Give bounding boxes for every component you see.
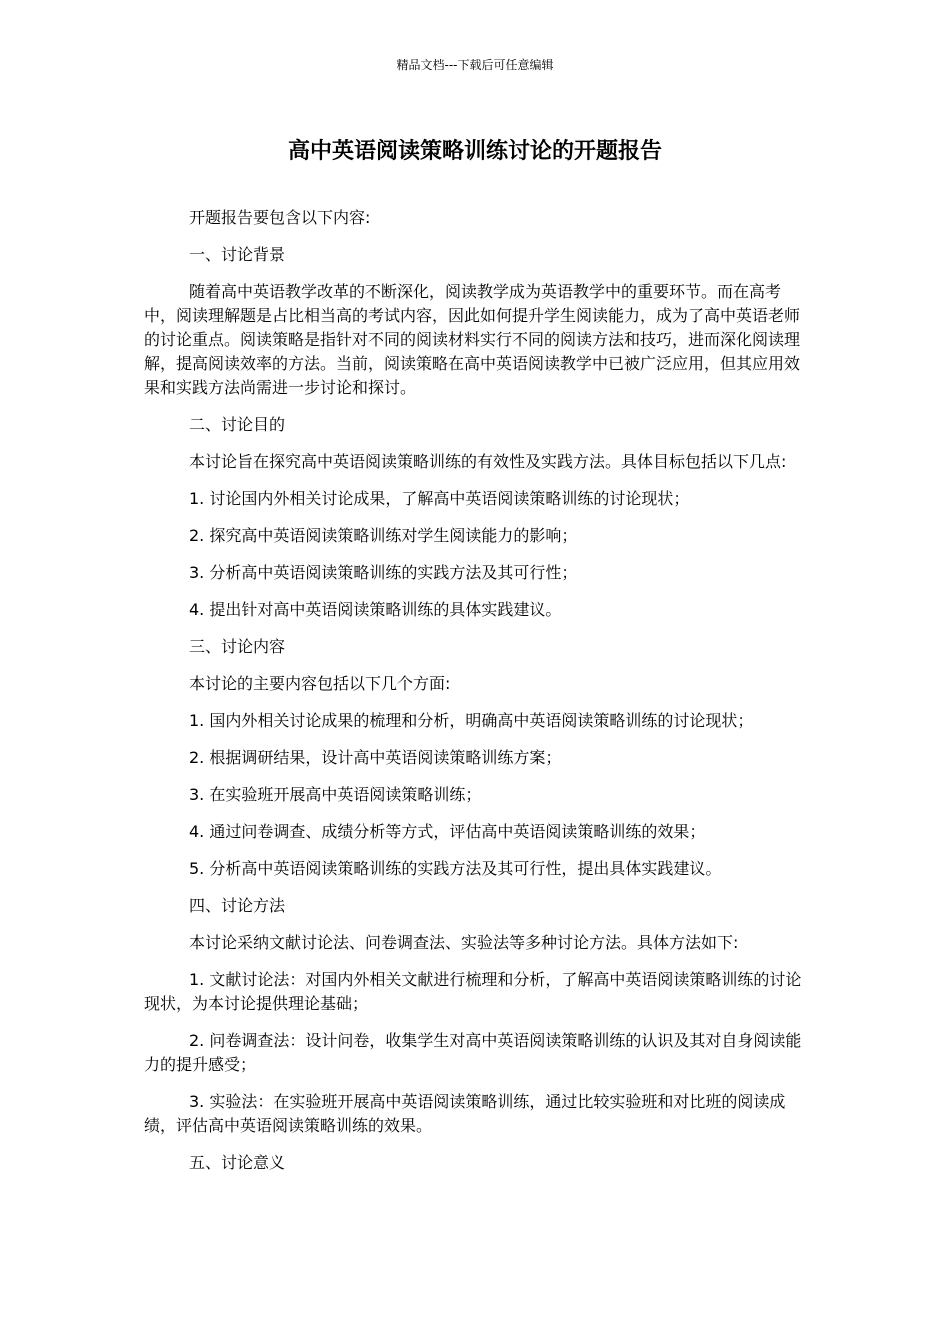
content-item: 3. 在实验班开展高中英语阅读策略训练； [189, 785, 482, 804]
purpose-item: 2. 探究高中英语阅读策略训练对学生阅读能力的影响； [189, 526, 578, 545]
content-item: 1. 国内外相关讨论成果的梳理和分析，明确高中英语阅读策略训练的讨论现状； [189, 711, 754, 730]
document-body [144, 206, 808, 1188]
background-paragraph: 随着高中英语教学改革的不断深化，阅读教学成为英语教学中的重要环节。而在高考中，阅读理解题是占比相当高的考试内容，因此如何提升学生阅读能力，成为了高中英语老师的讨论重点。阅读策略是指针对不同的阅读材料实行不同的阅读方法和技巧，进而深化阅读理解，提高阅读效率的方法。当前，阅读策略在高中英语阅读教学中已被广泛应用，但其应用效果和实践方法尚需进一步讨论和探讨。 [144, 282, 801, 397]
purpose-item: 4. 提出针对高中英语阅读策略训练的具体实践建议。 [189, 600, 562, 619]
header-note: 精品文档---下载后可任意编辑 [396, 58, 554, 72]
content-item: 5. 分析高中英语阅读策略训练的实践方法及其可行性，提出具体实践建议。 [189, 859, 722, 878]
intro-paragraph: 开题报告要包含以下内容: [189, 208, 371, 227]
content-paragraph: 本讨论的主要内容包括以下几个方面: [189, 674, 451, 693]
purpose-item: 3. 分析高中英语阅读策略训练的实践方法及其可行性； [189, 563, 578, 582]
method-item: 3. 实验法：在实验班开展高中英语阅读策略训练，通过比较实验班和对比班的阅读成绩，评估高中英语阅读策略训练的效果。 [144, 1092, 786, 1135]
purpose-paragraph: 本讨论旨在探究高中英语阅读策略训练的有效性及实践方法。具体目标包括以下几点: [189, 452, 787, 471]
content-item: 2. 根据调研结果，设计高中英语阅读策略训练方案； [189, 748, 562, 767]
method-item: 1. 文献讨论法：对国内外相关文献进行梳理和分析，了解高中英语阅读策略训练的讨论现状，为本讨论提供理论基础； [144, 970, 802, 1013]
method-paragraph: 本讨论采纳文献讨论法、问卷调查法、实验法等多种讨论方法。具体方法如下: [189, 933, 739, 952]
section-heading-significance: 五、讨论意义 [189, 1153, 286, 1172]
document-title: 高中英语阅读策略训练讨论的开题报告 [287, 139, 662, 164]
section-heading-content: 三、讨论内容 [189, 637, 286, 656]
purpose-item: 1. 讨论国内外相关讨论成果，了解高中英语阅读策略训练的讨论现状； [189, 489, 690, 508]
content-item: 4. 通过问卷调查、成绩分析等方式，评估高中英语阅读策略训练的效果； [189, 822, 706, 841]
section-heading-background: 一、讨论背景 [189, 245, 286, 264]
section-heading-method: 四、讨论方法 [189, 896, 286, 915]
section-heading-purpose: 二、讨论目的 [189, 415, 286, 434]
method-item: 2. 问卷调查法：设计问卷，收集学生对高中英语阅读策略训练的认识及其对自身阅读能力的提升感受； [144, 1031, 802, 1074]
